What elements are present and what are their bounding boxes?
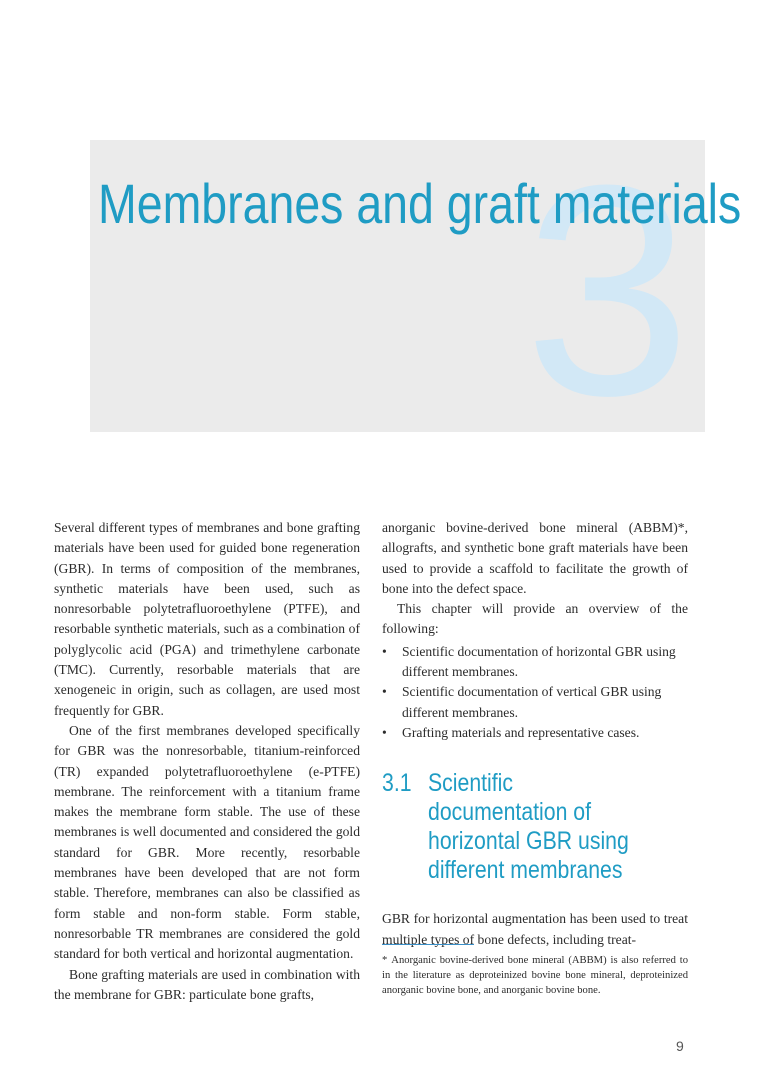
chapter-title: Membranes and graft materials (98, 172, 742, 235)
footnote-divider (382, 944, 474, 945)
right-column (382, 518, 688, 950)
section-number: 3.1 (382, 769, 412, 798)
section-title: Scientific documentation of horizontal GBR using different membranes (428, 769, 629, 885)
list-item-text: Scientific documentation of horizontal GBR using different membranes. (402, 643, 676, 680)
list-item-text: Scientific documentation of vertical GBR using different membranes. (402, 684, 662, 720)
list-item (382, 642, 688, 683)
list-item (382, 723, 688, 743)
body-paragraph: anorganic bovine-derived bone mineral (ABBM)*, allografts, and synthetic bone graft materials have been used to provide a scaffold to facilitate the growth of bone into the defect space. (382, 520, 688, 596)
bullet-icon: • (382, 643, 387, 659)
page-number: 9 (676, 1038, 684, 1054)
body-paragraph: Bone grafting materials are used in combination with the membrane for GBR: particulate bone grafts, (54, 966, 360, 1002)
section-heading (382, 769, 688, 885)
footnote-marker: * (382, 955, 388, 966)
footnote-text: Anorganic bovine-derived bone mineral (ABBM) is also referred to in the literature as deproteinized bovine bone mineral, deproteinized anorganic bovine bone, and anorganic bovine bone. (382, 955, 688, 996)
chapter-number: 3 (524, 122, 691, 458)
body-paragraph: Several different types of membranes and bone grafting materials have been used for guided bone regeneration (GBR). In terms of composition of the membranes, synthetic materials have been used, such as nonresorbable polytetrafluoroethylene (PTFE), and resorbable synthetic materials, such as a combination of polyglycolic acid (PGA) and trimethylene carbonate (TMC). Currently, resorbable materials that are xenogeneic in origin, such as collagen, are used most frequently for GBR. (54, 520, 360, 718)
bullet-icon: • (382, 684, 387, 700)
footnote (382, 953, 688, 998)
body-paragraph: This chapter will provide an overview of the following: (382, 601, 688, 637)
body-paragraph: One of the first membranes developed specifically for GBR was the nonresorbable, titanium-reinforced (TR) expanded polytetrafluoroethylene (e-PTFE) membrane. The reinforcement with a titanium frame makes the membrane form stable. The use of these membranes is well documented and considered the gold standard for GBR. More recently, resorbable membranes have been developed that are not form stable. Therefore, membranes can also be classified as form stable and non-form stable. Form stable, nonresorbable TR membranes are considered the gold standard for both vertical and horizontal augmentation. (54, 722, 360, 962)
overview-list (382, 642, 688, 743)
list-item-text: Grafting materials and representative cases. (402, 724, 640, 740)
list-item (382, 682, 688, 723)
left-column (54, 518, 360, 1005)
bullet-icon: • (382, 724, 387, 740)
body-paragraph: GBR for horizontal augmentation has been used to treat multiple types of bone defects, including treat- (382, 911, 688, 947)
